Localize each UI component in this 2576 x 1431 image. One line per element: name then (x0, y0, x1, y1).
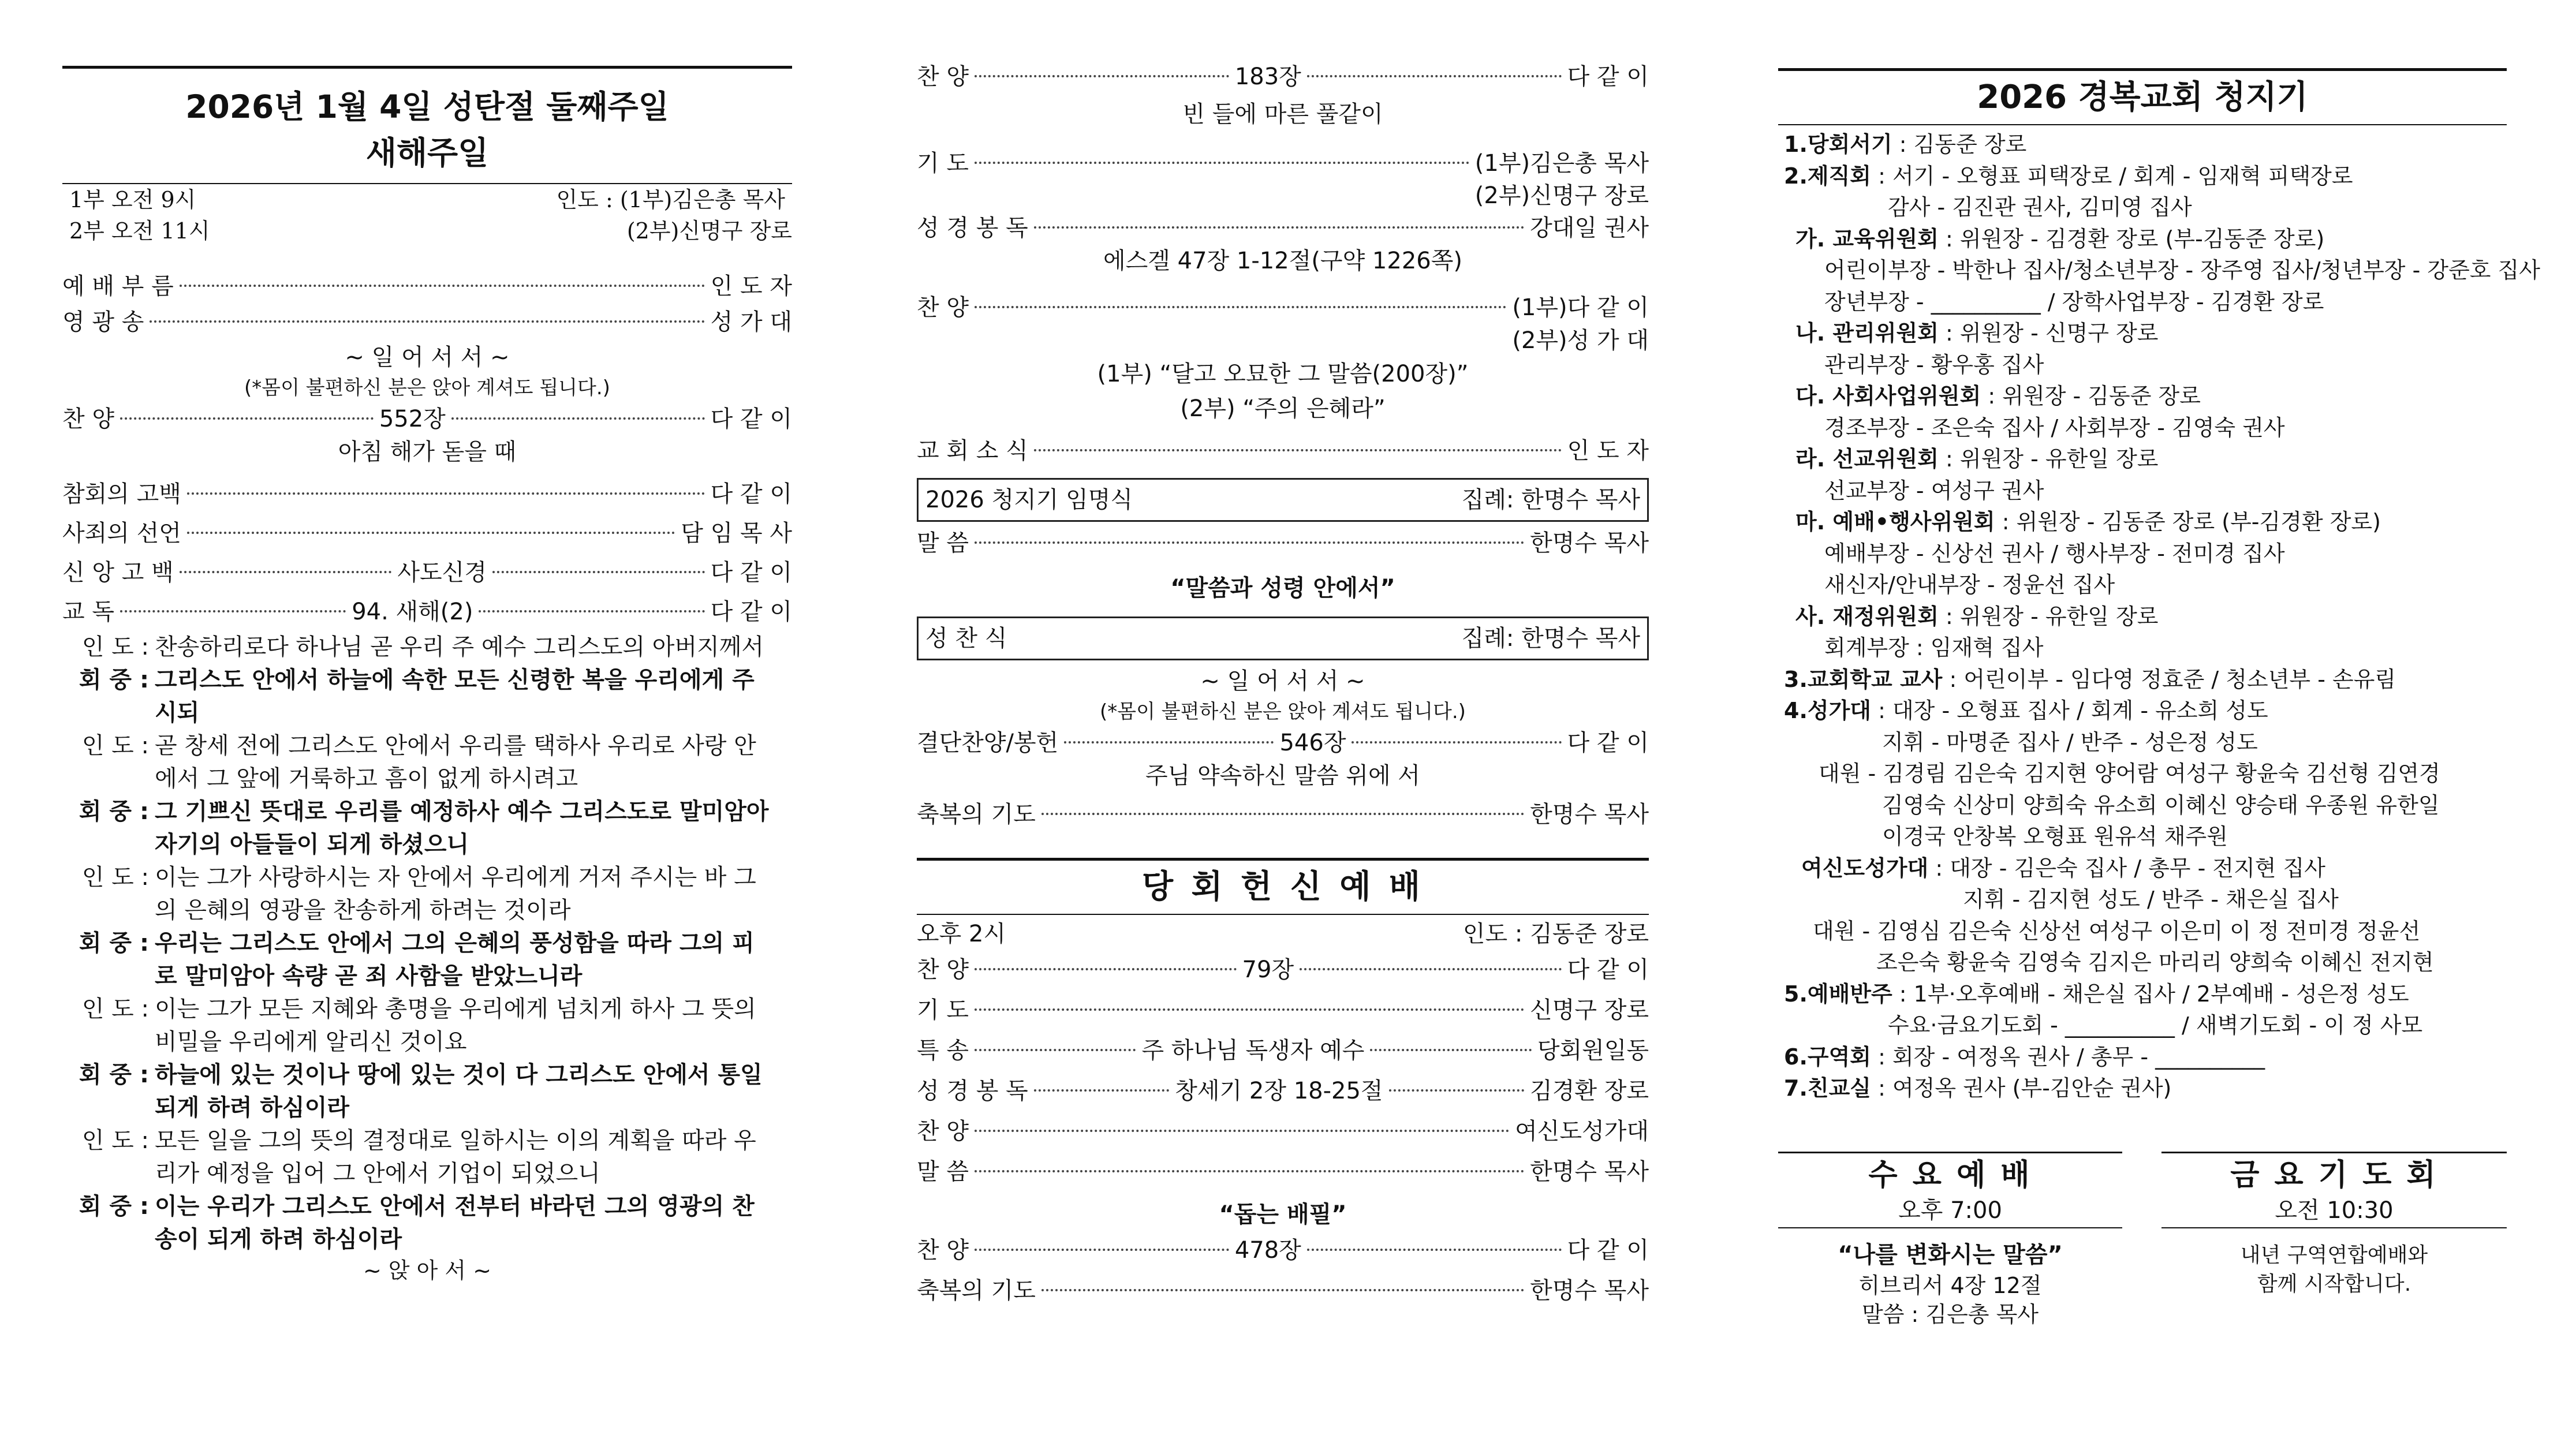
section-meta: 오후 2시 인도 : 김동준 장로 (917, 921, 1649, 947)
sit-instruction: ~ 앉 아 서 ~ (363, 1258, 492, 1283)
steward-line-text: : 위원장 - 김동준 장로 (1981, 383, 2201, 409)
order-item: 기 도 신명구 장로 (917, 997, 1649, 1023)
stand-instruction: ~ 일 어 서 서 ~ (345, 344, 510, 371)
steward-line (1778, 317, 2507, 349)
steward-line-text: : 위원장 - 유한일 장로 (1938, 446, 2159, 472)
order-item: 참회의 고백 다 같 이 (62, 481, 792, 507)
steward-line-text: : 대장 - 오형표 집사 / 회계 - 유소희 성도 (1871, 698, 2268, 723)
order-item: 찬 양 183장 다 같 이 (917, 63, 1649, 90)
steward-line-text: 조은숙 황윤숙 김영숙 김지은 마리리 양희숙 이혜신 전지현 (1876, 950, 2434, 975)
steward-line-text: 수요·금요기도회 - __________ / 새벽기도회 - 이 정 사모 (1888, 1012, 2423, 1038)
stand-instruction: ~ 일 어 서 서 ~ (1200, 668, 1365, 694)
order-item: 예 배 부 름 인 도 자 (62, 273, 792, 300)
order-item: 사죄의 선언 담 임 목 사 (62, 520, 792, 547)
steward-line-text: : 위원장 - 유한일 장로 (1938, 603, 2159, 629)
steward-line (1778, 506, 2507, 538)
steward-line (1778, 349, 2507, 381)
steward-line (1778, 853, 2507, 884)
fri-note-1: 내년 구역연합예배와 (2240, 1243, 2428, 1267)
service-times-2 (62, 215, 792, 246)
divider (1778, 124, 2507, 125)
column-stewards (1778, 0, 2540, 1327)
ceremony-box: 2026 청지기 임명식 집례: 한명수 목사 (917, 478, 1649, 522)
steward-line-text: : 위원장 - 김동준 장로 (부-김경환 장로) (1995, 509, 2381, 535)
wed-time: 오후 7:00 (1898, 1197, 2002, 1224)
steward-line (1778, 601, 2507, 633)
choir-2nd: (2부)성 가 대 (1512, 327, 1649, 354)
steward-line-heading: 라. 선교위원회 (1795, 446, 1939, 472)
steward-line (1778, 443, 2507, 475)
steward-line-text: : 김동준 장로 (1892, 132, 2027, 157)
steward-line-text: 대원 - 김경림 김은숙 김지현 양어람 여성구 황윤숙 김선형 김연경 (1819, 761, 2440, 786)
steward-line-text: 감사 - 김진관 권사, 김미영 집사 (1888, 195, 2192, 220)
order-item: 성 경 봉 독 창세기 2장 18-25절 김경환 장로 (917, 1078, 1649, 1104)
steward-line (1778, 978, 2507, 1010)
steward-line-heading: 1.당회서기 (1784, 132, 1892, 157)
steward-line-heading: 사. 재정위원회 (1795, 603, 1939, 629)
steward-line-text: : 대장 - 김은숙 집사 / 총무 - 전지현 집사 (1928, 855, 2325, 881)
steward-line-text: 지휘 - 마명준 집사 / 반주 - 성은정 성도 (1882, 729, 2258, 755)
responsive-reading-line: 회 중 : 하늘에 있는 것이나 땅에 있는 것이 다 그리스도 안에서 통일되게 하려 하심이라 (79, 1062, 763, 1121)
steward-line-heading: 가. 교육위원회 (1795, 226, 1939, 252)
steward-line (1778, 129, 2507, 160)
responsive-reading-line: 회 중 : 그 기쁘신 뜻대로 우리를 예정하사 예수 그리스도로 말미암아 자기의 아들들이 되게 하셨으니 (79, 798, 769, 858)
steward-line-heading: 나. 관리위원회 (1795, 320, 1939, 346)
order-item: 찬 양 552장 다 같 이 (62, 406, 793, 432)
steward-line-text: : 여정옥 권사 (부-김안순 권사) (1871, 1075, 2172, 1101)
service-times (62, 184, 792, 215)
stand-note: (*몸이 불편하신 분은 앉아 계셔도 됩니다.) (1100, 700, 1466, 723)
steward-line-heading: 여신도성가대 (1801, 855, 1929, 881)
steward-line-heading: 4.성가대 (1784, 698, 1872, 723)
steward-line-text: 장년부장 - __________ / 장학사업부장 - 김경환 장로 (1824, 289, 2324, 315)
order-item: 신 앙 고 백 사도신경 다 같 이 (62, 559, 793, 586)
order-item: 교 회 소 식 인 도 자 (917, 438, 1649, 464)
stand-note: (*몸이 불편하신 분은 앉아 계셔도 됩니다.) (244, 376, 610, 399)
steward-line-text: 어린이부장 - 박한나 집사/청소년부장 - 장주영 집사/청년부장 - 강준호 집사 (1824, 257, 2540, 283)
fri-service (2161, 1154, 2507, 1299)
steward-line (1778, 1073, 2507, 1104)
steward-line (1778, 223, 2507, 255)
page-title: 2026년 1월 4일 성탄절 둘째주일 (185, 88, 669, 125)
steward-line (1778, 475, 2507, 507)
order-item: 교 독 94. 새해(2) 다 같 이 (62, 599, 793, 625)
hymn-title: 빈 들에 마른 풀같이 (1182, 101, 1383, 128)
steward-line-text: 경조부장 - 조은숙 집사 / 사회부장 - 김영숙 권사 (1824, 414, 2285, 440)
steward-line-text: : 위원장 - 김경환 장로 (부-김동준 장로) (1938, 226, 2325, 252)
steward-line (1778, 380, 2507, 412)
steward-line-text: 예배부장 - 신상선 권사 / 행사부장 - 전미경 집사 (1824, 540, 2285, 566)
responsive-reading-line: 회 중 : 그리스도 안에서 하늘에 속한 모든 신령한 복을 우리에게 주시되 (79, 667, 755, 726)
steward-line (1778, 727, 2507, 759)
steward-line (1778, 1041, 2507, 1073)
column-worship-order (62, 0, 792, 1285)
page-subtitle: 새해주일 (365, 134, 489, 171)
responsive-reading-line: 인 도 : 이는 그가 모든 지혜와 총명을 우리에게 넘치게 하사 그 뜻의 비밀을 우리에게 알리신 것이요 (81, 996, 756, 1055)
fri-time: 오전 10:30 (2275, 1197, 2394, 1224)
steward-line-text: 선교부장 - 여성구 권사 (1824, 477, 2044, 503)
steward-line-text: : 서기 - 오형표 피택장로 / 회계 - 임재혁 피택장로 (1871, 163, 2353, 189)
steward-line (1778, 790, 2507, 821)
steward-line-heading: 마. 예배•행사위원회 (1795, 509, 1995, 535)
order-item: 성 경 봉 독 강대일 권사 (917, 215, 1649, 241)
steward-line (1778, 569, 2507, 601)
order-item: 영 광 송 성 가 대 (62, 309, 792, 335)
steward-line (1778, 947, 2507, 978)
steward-line-text: 회계부장 : 임재혁 집사 (1824, 635, 2044, 660)
steward-line (1778, 538, 2507, 570)
steward-line-heading: 5.예배반주 (1784, 981, 1892, 1007)
steward-line-heading: 2.제직회 (1784, 163, 1872, 189)
steward-line-text: 이경국 안창복 오형표 원유석 채주원 (1882, 824, 2228, 849)
steward-line-text: : 회장 - 여정옥 권사 / 총무 - __________ (1871, 1044, 2265, 1070)
steward-line (1778, 412, 2507, 444)
column-worship-order-2 (917, 60, 1649, 1314)
responsive-reading-line: 회 중 : 우리는 그리스도 안에서 그의 은혜의 풍성함을 따라 그의 피로 말미암아 속량 곧 죄 사함을 받았느니라 (79, 930, 755, 989)
steward-line (1778, 916, 2507, 947)
service1-leader: 인도 : (1부)김은총 목사 (556, 187, 785, 212)
order-item: 말 씀 한명수 목사 (917, 530, 1649, 556)
steward-line (1778, 664, 2507, 696)
responsive-reading-line: 인 도 : 곧 창세 전에 그리스도 안에서 우리를 택하사 우리로 사랑 안에서 그 앞에 거룩하고 흠이 없게 하시려고 (81, 733, 756, 792)
fri-title: 금 요 기 도 회 (2230, 1158, 2438, 1193)
steward-line-text: 김영숙 신상미 양희숙 유소희 이혜신 양승태 우종원 유한일 (1882, 792, 2440, 818)
service2-time: 2부 오전 11시 (69, 218, 210, 244)
steward-line (1778, 286, 2507, 318)
choir-song-2: (2부) “주의 은혜라” (1180, 395, 1386, 422)
steward-line-heading: 3.교회학교 교사 (1784, 666, 1943, 692)
steward-line (1778, 695, 2507, 727)
order-item: 기 도 (1부)김은총 목사 (917, 150, 1649, 177)
responsive-reading-line: 인 도 : 찬송하리로다 하나님 곧 우리 주 예수 그리스도의 아버지께서 (81, 634, 764, 660)
top-rule (62, 66, 792, 69)
choir-song-1: (1부) “달고 오묘한 그 말씀(200장)” (1097, 361, 1469, 387)
steward-line-heading: 7.친교실 (1784, 1075, 1872, 1101)
steward-line-heading: 다. 사회사업위원회 (1795, 383, 1981, 409)
order-item: 찬 양 (1부)다 같 이 (917, 294, 1649, 321)
steward-line (1778, 884, 2507, 916)
wed-preacher: 말씀 : 김은총 목사 (1862, 1302, 2039, 1327)
stewards-title: 2026 경복교회 청지기 (1977, 79, 2308, 116)
sermon-title: “돕는 배필” (1219, 1201, 1347, 1228)
wed-ref: 히브리서 4장 12절 (1858, 1273, 2042, 1298)
service2-leader: (2부)신명구 장로 (626, 218, 792, 244)
scripture-ref: 에스겔 47장 1-12절(구약 1226쪽) (1103, 248, 1462, 274)
order-item: 축복의 기도 한명수 목사 (917, 1277, 1649, 1304)
hymn-title: 아침 해가 돋을 때 (338, 439, 517, 465)
wed-service (1778, 1154, 2122, 1329)
communion-box: 성 찬 식 집례: 한명수 목사 (917, 617, 1649, 660)
steward-line-text: : 위원장 - 신명구 장로 (1938, 320, 2159, 346)
sermon-title: “말씀과 성령 안에서” (1170, 575, 1395, 601)
steward-line-text: : 어린이부 - 임다영 정효준 / 청소년부 - 손유림 (1942, 666, 2396, 692)
responsive-reading-line: 인 도 : 이는 그가 사랑하시는 자 안에서 우리에게 거저 주시는 바 그의 은혜의 영광을 찬송하게 하려는 것이라 (81, 864, 756, 924)
fri-note-2: 함께 시작합니다. (2257, 1272, 2411, 1296)
steward-line (1778, 632, 2507, 664)
steward-line (1778, 1010, 2507, 1041)
wed-title: 수 요 예 배 (1868, 1158, 2032, 1193)
steward-line-text: 지휘 - 김지현 성도 / 반주 - 채은실 집사 (1963, 887, 2339, 912)
wed-sermon: “나를 변화시는 말씀” (1838, 1242, 2063, 1268)
service1-time: 1부 오전 9시 (69, 187, 196, 212)
steward-line (1778, 255, 2540, 286)
stewards-list (1778, 129, 2540, 1104)
steward-line (1778, 758, 2507, 790)
responsive-reading-line: 인 도 : 모든 일을 그의 뜻의 결정대로 일하시는 이의 계획을 따라 우리가 예정을 입어 그 안에서 기업이 되었으니 (81, 1127, 756, 1187)
order-item: 찬 양 여신도성가대 (917, 1118, 1649, 1145)
order-item: 특 송 주 하나님 독생자 예수 당회원일동 (917, 1037, 1649, 1064)
steward-line-text: : 1부·오후예배 - 채은실 집사 / 2부예배 - 성은정 성도 (1892, 981, 2409, 1007)
fri-rule (2161, 1152, 2507, 1153)
steward-line (1778, 821, 2507, 853)
steward-line-text: 대원 - 김영심 김은숙 신상선 여성구 이은미 이 정 전미경 정윤선 (1813, 918, 2421, 944)
wed-rule (1778, 1152, 2122, 1153)
steward-line (1778, 192, 2507, 223)
order-item: 찬 양 478장 다 같 이 (917, 1237, 1649, 1264)
section-title: 당 회 헌 신 예 배 (1141, 868, 1424, 906)
steward-line-heading: 6.구역회 (1784, 1044, 1872, 1070)
prayer-2nd: (2부)신명구 장로 (1474, 182, 1649, 209)
steward-line-text: 새신자/안내부장 - 정윤선 집사 (1824, 572, 2115, 597)
order-item: 결단찬양/봉헌 546장 다 같 이 (917, 730, 1649, 756)
steward-line (1778, 160, 2507, 192)
responsive-reading-line: 회 중 : 이는 우리가 그리스도 안에서 전부터 바라던 그의 영광의 찬송이 되게 하려 하심이라 (79, 1193, 755, 1253)
steward-line-text: 관리부장 - 황우홍 집사 (1824, 352, 2044, 378)
order-item: 찬 양 79장 다 같 이 (917, 957, 1649, 983)
order-item: 말 씀 한명수 목사 (917, 1159, 1649, 1185)
order-item: 축복의 기도 한명수 목사 (917, 801, 1649, 828)
hymn-title: 주님 약속하신 말씀 위에 서 (1145, 763, 1420, 789)
